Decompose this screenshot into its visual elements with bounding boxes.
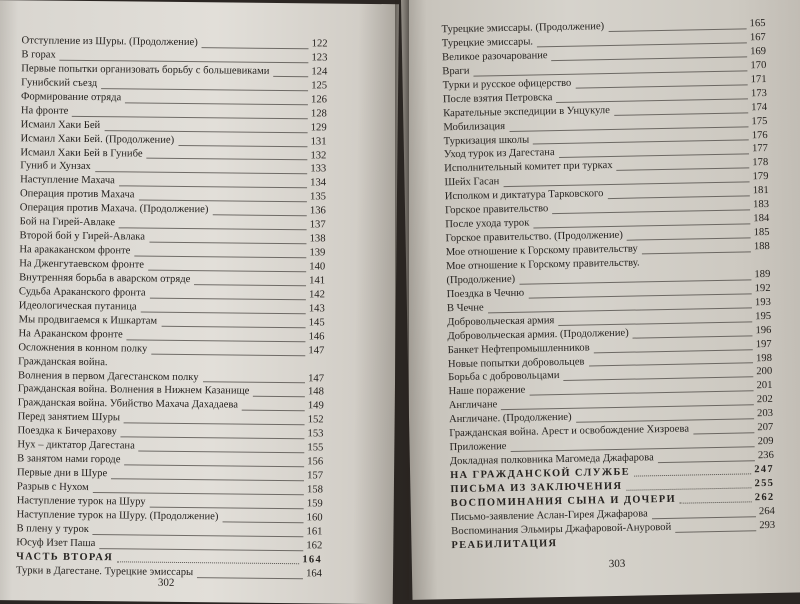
toc-entry-title: Идеологическая путаница bbox=[18, 300, 137, 313]
toc-entry-page: 147 bbox=[308, 344, 325, 357]
toc-entry-page: 132 bbox=[310, 149, 327, 161]
toc-leader-line bbox=[150, 507, 304, 510]
toc-entry-title: На фронте bbox=[20, 104, 69, 117]
toc-entry-title: После ухода турок bbox=[445, 217, 530, 231]
toc-entry-title: Наступление турок на Шуру. (Продолжение) bbox=[16, 509, 219, 523]
toc-entry-page: 174 bbox=[751, 101, 768, 113]
toc-entry-page: 125 bbox=[311, 80, 328, 92]
toc-entry-title: На Дженгутаевском фронте bbox=[19, 258, 145, 271]
toc-entry-title: Добровольческая армия bbox=[447, 314, 555, 328]
toc-entry-page: 149 bbox=[307, 400, 324, 412]
toc-entry-title: Осложнения в конном полку bbox=[18, 341, 148, 355]
toc-entry-page: 198 bbox=[755, 352, 773, 364]
toc-leader-line bbox=[680, 501, 752, 503]
toc-entry-title: На Араканском фронте bbox=[18, 327, 123, 341]
toc-entry-page: 169 bbox=[750, 45, 767, 58]
toc-entry-title: В занятом нами городе bbox=[17, 453, 121, 466]
toc-entry-title: Гражданская война. bbox=[18, 355, 108, 368]
toc-entry-page: 236 bbox=[757, 449, 774, 462]
toc-entry-title: Исмаил Хаки Бей в Гунибе bbox=[20, 146, 143, 160]
toc-leader-line bbox=[626, 487, 751, 490]
toc-entry-title: Наше поражение bbox=[448, 385, 526, 398]
toc-leader-line bbox=[223, 521, 304, 523]
toc-leader-line bbox=[273, 76, 308, 77]
toc-entry-title: ЧАСТЬ ВТОРАЯ bbox=[16, 550, 114, 563]
toc-leader-line bbox=[634, 473, 751, 476]
toc-entry-page: 142 bbox=[308, 289, 325, 301]
toc-entry-title: Письмо-заявление Аслан-Гирея Джафарова bbox=[450, 508, 648, 523]
toc-entry-title: Горское правительство. (Продолжение) bbox=[445, 229, 623, 245]
toc-entry-page: 136 bbox=[309, 205, 326, 217]
toc-entry-page: 178 bbox=[752, 157, 769, 169]
toc-leader-line bbox=[675, 530, 756, 533]
toc-entry-page: 160 bbox=[306, 512, 323, 524]
toc-entry-page: 167 bbox=[749, 31, 766, 44]
page-number-right: 303 bbox=[608, 557, 626, 571]
toc-entry-page: 148 bbox=[307, 386, 324, 398]
toc-entry-page: 128 bbox=[310, 108, 327, 120]
toc-entry-title: Исмаил Хаки Бей bbox=[20, 118, 101, 131]
toc-entry-title: В плену у турок bbox=[16, 523, 89, 535]
toc-entry-title: Мы продвигаемся к Ишкартам bbox=[18, 314, 158, 327]
toc-entry-title: Гражданская война. Убийство Махача Дахадаева bbox=[17, 397, 238, 411]
toc-entry-page: 264 bbox=[758, 505, 775, 518]
toc-entry-title: Гражданская война. Волнения в Нижнем Казанище bbox=[17, 383, 250, 398]
toc-entry-page: 124 bbox=[311, 66, 328, 78]
table-of-contents-left bbox=[16, 34, 328, 581]
table-of-contents-right bbox=[441, 17, 775, 553]
toc-entry-page: 162 bbox=[306, 540, 323, 552]
toc-entry-title: Новые попытки добровольцев bbox=[447, 356, 585, 370]
toc-entry-page: 293 bbox=[759, 519, 776, 531]
toc-leader-line bbox=[148, 270, 306, 273]
toc-entry-page: 201 bbox=[756, 380, 773, 392]
toc-entry-page: 137 bbox=[309, 219, 326, 231]
toc-entry-page: 159 bbox=[306, 498, 323, 510]
toc-entry-page: 157 bbox=[307, 470, 324, 482]
toc-entry-title: Внутренняя борьба в аварском отряде bbox=[19, 272, 191, 286]
toc-entry-page: 183 bbox=[753, 199, 770, 211]
toc-entry-title: Уход турок из Дагестана bbox=[443, 147, 555, 161]
toc-entry-page: 207 bbox=[757, 422, 774, 434]
toc-entry-page: 164 bbox=[302, 553, 323, 566]
toc-entry-page: 141 bbox=[309, 275, 326, 287]
toc-entry-title: Шейх Гасан bbox=[444, 176, 500, 189]
toc-entry-title: (Продолжение) bbox=[446, 273, 516, 287]
toc-entry-title: Наступление турок на Шуру bbox=[16, 495, 146, 508]
toc-entry-page: 176 bbox=[751, 129, 768, 141]
toc-entry-page: 262 bbox=[754, 491, 775, 504]
toc-entry-page: 147 bbox=[308, 372, 325, 384]
toc-entry-page: 173 bbox=[750, 87, 767, 99]
toc-entry-page: 202 bbox=[756, 394, 773, 406]
toc-entry-title: Враги bbox=[442, 65, 470, 78]
toc-entry-page: 143 bbox=[308, 303, 325, 315]
book-gutter bbox=[395, 0, 409, 600]
toc-entry-page: 255 bbox=[754, 477, 775, 490]
toc-entry-page: 170 bbox=[750, 59, 767, 72]
toc-entry-title: Англичане bbox=[448, 399, 498, 412]
toc-entry-page: 156 bbox=[307, 456, 324, 468]
toc-entry-page: 152 bbox=[307, 414, 324, 426]
toc-entry-title: Исполком и диктатура Тарковского bbox=[444, 188, 604, 203]
toc-entry-title: Волнения в первом Дагестанском полку bbox=[18, 369, 199, 383]
toc-entry-page: 247 bbox=[754, 463, 775, 476]
toc-leader-line bbox=[150, 297, 306, 300]
toc-entry-title: После взятия Петровска bbox=[442, 91, 553, 105]
toc-entry-page: 138 bbox=[309, 233, 326, 245]
toc-entry-title: Бой на Гирей-Авлаке bbox=[19, 216, 116, 229]
toc-entry-page: 189 bbox=[754, 268, 771, 281]
toc-entry-title: ВОСПОМИНАНИЯ СЫНА И ДОЧЕРИ bbox=[450, 493, 677, 510]
toc-entry-title: Туркизация школы bbox=[443, 134, 530, 147]
toc-entry-page: 181 bbox=[752, 185, 769, 197]
toc-entry-title: Турки и русское офицерство bbox=[442, 77, 572, 91]
toc-entry-title: Мое отношение к Горскому правительству bbox=[445, 243, 638, 259]
toc-entry-title: Мобилизация bbox=[443, 120, 506, 133]
toc-entry-title: НА ГРАЖДАНСКОЙ СЛУЖБЕ bbox=[450, 466, 631, 482]
toc-entry-title: Формирование отряда bbox=[20, 91, 122, 104]
page-number-left: 302 bbox=[157, 576, 175, 589]
toc-entry-page: 165 bbox=[749, 18, 766, 30]
toc-entry-title: РЕАБИЛИТАЦИЯ bbox=[451, 537, 558, 551]
toc-entry-title: Горское правительство bbox=[444, 203, 549, 217]
toc-entry-title: Операция против Махача. (Продолжение) bbox=[19, 202, 209, 216]
toc-entry-page: 200 bbox=[756, 366, 773, 378]
toc-entry-title: На аракаканском фронте bbox=[19, 244, 131, 257]
toc-entry-page: 131 bbox=[310, 135, 327, 148]
toc-entry-title: Поездка к Бичерахову bbox=[17, 425, 117, 438]
toc-entry-page: 145 bbox=[308, 317, 325, 329]
toc-leader-line bbox=[202, 47, 309, 49]
toc-entry-page: 185 bbox=[753, 227, 770, 239]
toc-entry-page: 123 bbox=[311, 52, 328, 64]
toc-entry-page: 158 bbox=[306, 484, 323, 496]
toc-leader-line bbox=[178, 144, 307, 146]
toc-entry-page: 135 bbox=[310, 191, 327, 203]
toc-entry-title: Банкет Нефтепромышленников bbox=[447, 342, 590, 356]
toc-entry-title: Гражданская война. Арест и освобождение Хизроева bbox=[449, 423, 690, 440]
toc-entry-title: Борьба с добровольцами bbox=[448, 370, 560, 384]
toc-entry-title: Юсуф Изет Паша bbox=[16, 537, 96, 549]
toc-entry-title: Турки в Дагестане. Турецкие эмиссары bbox=[15, 564, 194, 578]
toc-entry-title: В Чечне bbox=[446, 302, 484, 314]
toc-entry-page: 161 bbox=[306, 526, 323, 538]
toc-entry-page: 155 bbox=[307, 442, 324, 454]
toc-entry-title: Поездка в Чечню bbox=[446, 287, 525, 300]
toc-entry-page: 146 bbox=[308, 331, 325, 343]
toc-entry-page: 153 bbox=[307, 428, 324, 440]
toc-entry-page: 209 bbox=[757, 436, 774, 448]
toc-entry-title: Великое разочарование bbox=[442, 50, 548, 64]
toc-entry-title: Гуниб и Хунзах bbox=[20, 160, 91, 173]
toc-entry-title: Перед занятием Шуры bbox=[17, 411, 121, 424]
toc-entry-page: 203 bbox=[757, 408, 774, 420]
toc-leader-line bbox=[194, 284, 306, 286]
toc-entry-title: Воспоминания Эльмиры Джафаровой-Ануровой bbox=[451, 521, 672, 537]
toc-leader-line bbox=[197, 577, 303, 579]
toc-entry-page: 122 bbox=[311, 38, 328, 50]
toc-entry-title: Наступление Махача bbox=[20, 174, 115, 187]
toc-entry-title: Гунибский съезд bbox=[21, 77, 98, 89]
toc-entry-title: Турецкие эмиссары. bbox=[441, 36, 534, 50]
toc-entry-title: Мое отношение к Горскому правительству. bbox=[446, 257, 640, 273]
toc-entry-title: Карательные экспедиции в Унцукуле bbox=[443, 104, 610, 119]
toc-entry-page: 139 bbox=[309, 247, 326, 259]
toc-entry-title: Докладная полковника Магомеда Джафарова bbox=[449, 452, 654, 468]
toc-entry-title: ПИСЬМА ИЗ ЗАКЛЮЧЕНИЯ bbox=[450, 480, 623, 496]
toc-entry-title: Англичане. (Продолжение) bbox=[448, 412, 572, 426]
toc-leader-line bbox=[151, 353, 305, 356]
toc-entry-title: Турецкие эмиссары. (Продолжение) bbox=[441, 21, 605, 36]
toc-entry-title: Приложение bbox=[449, 441, 507, 454]
toc-entry-title: Первые дни в Шуре bbox=[16, 467, 108, 480]
toc-leader-line bbox=[693, 432, 754, 434]
toc-entry-title: Отступление из Шуры. (Продолжение) bbox=[21, 35, 198, 49]
toc-entry-title: Судьба Араканского фронта bbox=[18, 286, 146, 299]
toc-leader-line bbox=[253, 396, 305, 398]
toc-entry-title: Исмаил Хаки Бей. (Продолжение) bbox=[20, 132, 175, 146]
toc-leader-line bbox=[117, 561, 299, 564]
toc-entry-page: 177 bbox=[751, 143, 769, 155]
toc-entry-title: В горах bbox=[21, 49, 56, 61]
toc-entry-title: Второй бой у Гирей-Авлака bbox=[19, 230, 146, 243]
toc-entry-page: 126 bbox=[311, 94, 328, 106]
toc-entry-page: 192 bbox=[754, 282, 771, 295]
toc-entry-page: 164 bbox=[306, 567, 323, 580]
toc-leader-line bbox=[213, 214, 307, 216]
right-page bbox=[401, 0, 800, 600]
toc-leader-line bbox=[162, 325, 306, 328]
toc-entry-title: Добровольческая армия. (Продолжение) bbox=[447, 327, 629, 342]
toc-entry-page: 140 bbox=[309, 261, 326, 273]
toc-entry-page: 196 bbox=[755, 324, 772, 336]
toc-entry-page: 193 bbox=[754, 296, 771, 309]
toc-entry-page: 171 bbox=[750, 73, 767, 86]
toc-entry-page: 175 bbox=[751, 115, 768, 127]
toc-entry-title: Нух – диктатор Дагестана bbox=[17, 439, 135, 452]
toc-entry-title: Операция против Махача bbox=[19, 188, 135, 201]
toc-entry-page: 129 bbox=[310, 121, 327, 134]
toc-entry-title: Разрыв с Нухом bbox=[16, 481, 89, 494]
toc-entry-page: 134 bbox=[310, 177, 327, 189]
toc-leader-line bbox=[203, 382, 305, 384]
toc-entry-page: 184 bbox=[753, 213, 770, 225]
left-page bbox=[0, 0, 399, 604]
toc-entry-title: Исполнительный комитет при турках bbox=[444, 160, 613, 175]
toc-entry-page: 179 bbox=[752, 171, 769, 183]
toc-entry-page: 133 bbox=[310, 163, 327, 175]
toc-leader-line bbox=[149, 242, 306, 245]
toc-leader-line bbox=[242, 410, 305, 412]
toc-entry-page: 188 bbox=[753, 240, 770, 253]
toc-entry-page: 197 bbox=[755, 338, 772, 350]
toc-entry-page: 195 bbox=[755, 310, 772, 322]
toc-entry-title: Первые попытки организовать борьбу с большевиками bbox=[21, 63, 270, 77]
